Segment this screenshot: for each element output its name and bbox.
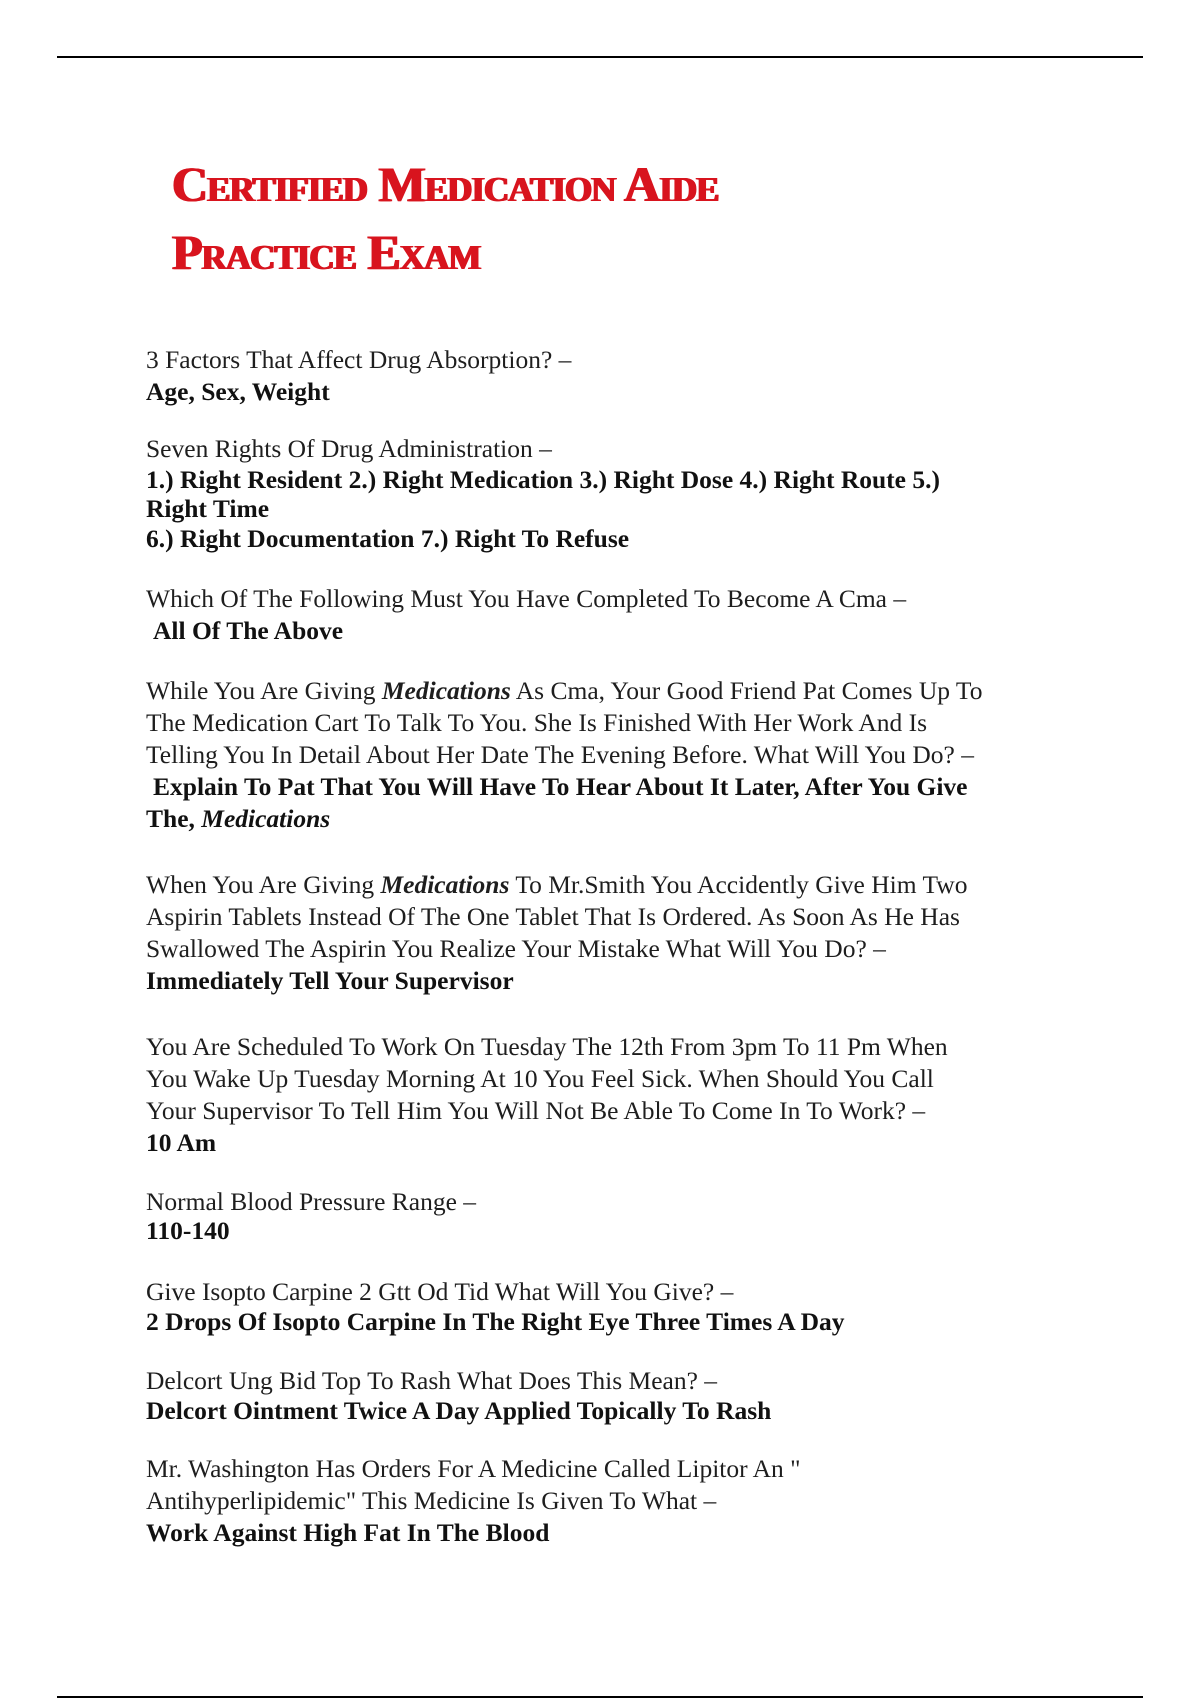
question-10-line-2: Antihyperlipidemic" This Medicine Is Given To What – <box>146 1486 717 1515</box>
question-8: Give Isopto Carpine 2 Gtt Od Tid What Will You Give? – <box>146 1277 734 1306</box>
question-5-line-1 <box>146 869 1096 901</box>
answer-5: Immediately Tell Your Supervisor <box>146 966 514 995</box>
question-5-line-2: Aspirin Tablets Instead Of The One Tablet That Is Ordered. As Soon As He Has <box>146 902 960 931</box>
answer-3: All Of The Above <box>153 616 344 645</box>
qa-item-8 <box>146 1278 1096 1338</box>
title-line-2: Practice Exam <box>172 224 481 280</box>
answer-9: Delcort Ointment Twice A Day Applied Topically To Rash <box>146 1396 772 1425</box>
answer-4-line-1: Explain To Pat That You Will Have To Hear About It Later, After You Give <box>153 772 968 801</box>
question-4-line-2: The Medication Cart To Talk To You. She Is Finished With Her Work And Is <box>146 708 928 737</box>
qa-item-6 <box>146 1031 1096 1159</box>
question-3: Which Of The Following Must You Have Completed To Become A Cma – <box>146 584 907 613</box>
qa-item-9 <box>146 1367 1096 1427</box>
question-4-line-3: Telling You In Detail About Her Date The Evening Before. What Will You Do? – <box>146 740 974 769</box>
answer-4-line-2 <box>146 803 1096 835</box>
question-10-line-1: Mr. Washington Has Orders For A Medicine Called Lipitor An " <box>146 1454 801 1483</box>
answer-8: 2 Drops Of Isopto Carpine In The Right Eye Three Times A Day <box>146 1307 845 1336</box>
question-6-line-1: You Are Scheduled To Work On Tuesday The 12th From 3pm To 11 Pm When <box>146 1032 948 1061</box>
question-5-emphasis: Medications <box>380 870 510 899</box>
question-4-emphasis: Medications <box>381 676 511 705</box>
question-5-text-b: To Mr.Smith You Accidently Give Him Two <box>515 870 968 899</box>
question-4-line-1 <box>146 675 1096 707</box>
answer-1: Age, Sex, Weight <box>146 377 330 406</box>
answer-4-emphasis: Medications <box>201 804 331 833</box>
qa-item-5 <box>146 869 1096 997</box>
answer-10: Work Against High Fat In The Blood <box>146 1518 550 1547</box>
qa-item-10 <box>146 1453 1096 1549</box>
question-1: 3 Factors That Affect Drug Absorption? – <box>146 345 572 374</box>
question-7: Normal Blood Pressure Range – <box>146 1187 477 1216</box>
bottom-rule <box>57 1696 1143 1698</box>
answer-7: 110-140 <box>146 1216 230 1245</box>
answer-2-line-1: 1.) Right Resident 2.) Right Medication 3.) Right Dose 4.) Right Route 5.) <box>146 465 940 494</box>
question-6-line-3: Your Supervisor To Tell Him You Will Not Be Able To Come In To Work? – <box>146 1096 926 1125</box>
question-4-text-a: While You Are Giving <box>146 676 376 705</box>
title-line-1: Certified Medication Aide <box>172 156 719 212</box>
question-9: Delcort Ung Bid Top To Rash What Does This Mean? – <box>146 1366 718 1395</box>
top-rule <box>57 56 1143 58</box>
question-6-line-2: You Wake Up Tuesday Morning At 10 You Feel Sick. When Should You Call <box>146 1064 934 1093</box>
answer-2-line-3: 6.) Right Documentation 7.) Right To Refuse <box>146 524 630 553</box>
question-5-line-3: Swallowed The Aspirin You Realize Your Mistake What Will You Do? – <box>146 934 886 963</box>
qa-item-7 <box>146 1188 1096 1247</box>
answer-4-text: The, <box>146 804 195 833</box>
qa-item-4 <box>146 675 1096 835</box>
question-5-text-a: When You Are Giving <box>146 870 375 899</box>
question-4-text-b: As Cma, Your Good Friend Pat Comes Up To <box>515 676 983 705</box>
answer-2-line-2: Right Time <box>146 494 270 523</box>
qa-item-3 <box>146 583 1096 647</box>
answer-6: 10 Am <box>146 1128 217 1157</box>
qa-item-1 <box>146 344 1096 408</box>
qa-item-2 <box>146 433 1096 555</box>
page-title <box>172 150 1072 286</box>
question-2: Seven Rights Of Drug Administration – <box>146 434 552 463</box>
